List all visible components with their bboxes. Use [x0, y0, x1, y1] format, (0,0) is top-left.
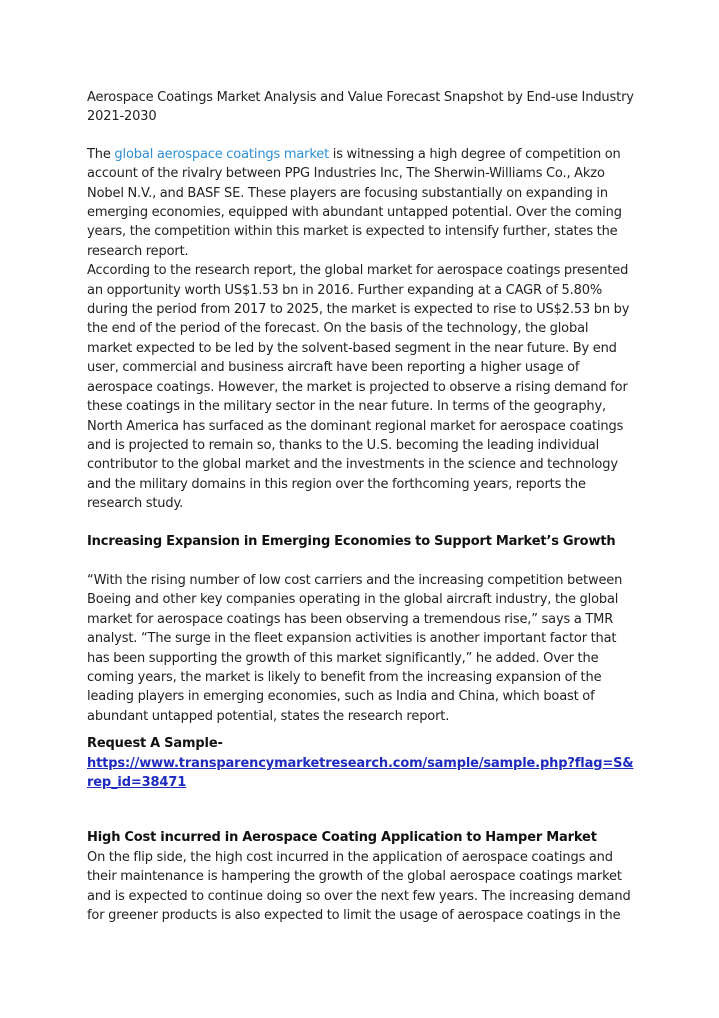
spacer — [87, 127, 635, 145]
section-heading-growth: Increasing Expansion in Emerging Economies to Support Market’s Growth — [87, 533, 616, 549]
spacer — [87, 792, 635, 828]
market-size-paragraph: According to the research report, the global market for aerospace coatings presented an opportunity worth US$1.53 bn in 2016. Further expanding at a CAGR of 5.80% during the period from 2017 to 2025, the market is expected to rise to US$2.53 bn by the end of the period of the forecast. On the basis of the technology, the global market expected to be led by the solvent-based segment in the near future. By end user, commercial and business aircraft have been reporting a higher usage of aerospace coatings. However, the market is projected to observe a rising demand for these coatings in the military sector in the near future. In terms of the geography, North America has surfaced as the dominant regional market for aerospace coatings and is projected to remain so, thanks to the U.S. becoming the leading individual contributor to the global market and the investments in the science and technology and the military domains in this region over the forthcoming years, reports the research study. — [87, 263, 630, 512]
intro-prefix: The — [87, 146, 115, 162]
intro-suffix: is witnessing a high degree of competition on account of the rivalry between PPG Industries Inc, The Sherwin-Williams Co., Akzo Nobel N.V., and BASF SE. These players are focusing substantially on expanding in emerging economies, equipped with abundant untapped potential. Over the coming years, the competition within this market is expected to intensify further, states the research report. — [87, 146, 622, 259]
intro-paragraph — [87, 145, 635, 261]
cost-paragraph: On the flip side, the high cost incurred in the application of aerospace coatings and their maintenance is hampering the growth of the global aerospace coatings market and is expected to continue doing so over the next few years. The increasing demand for greener products is also expected to limit the usage of aerospace coatings in the — [87, 849, 631, 924]
section-heading-cost: High Cost incurred in Aerospace Coating Application to Hamper Market — [87, 830, 597, 846]
request-sample-label: Request A Sample- — [87, 736, 223, 752]
market-link[interactable]: global aerospace coatings market — [114, 146, 330, 162]
analyst-quote-paragraph: “With the rising number of low cost carriers and the increasing competition between Boeing and other key companies operating in the global aircraft industry, the global market for aerospace coatings has been observing a tremendous rise,” says a TMR analyst. “The surge in the fleet expansion activities is another important factor that has been supporting the growth of this market significantly,” he added. Over the coming years, the market is likely to benefit from the increasing expansion of the leading players in emerging economies, such as India and China, which boast of abundant untapped potential, states the research report. — [87, 572, 623, 724]
spacer — [87, 551, 635, 571]
document-page — [87, 88, 635, 925]
spacer — [87, 514, 635, 532]
spacer — [87, 726, 635, 734]
sample-link[interactable]: https://www.transparencymarketresearch.com/sample/sample.php?flag=S&rep_id=38471 — [87, 755, 634, 790]
document-title: Aerospace Coatings Market Analysis and Value Forecast Snapshot by End-use Industry 2021-2030 — [87, 90, 634, 125]
